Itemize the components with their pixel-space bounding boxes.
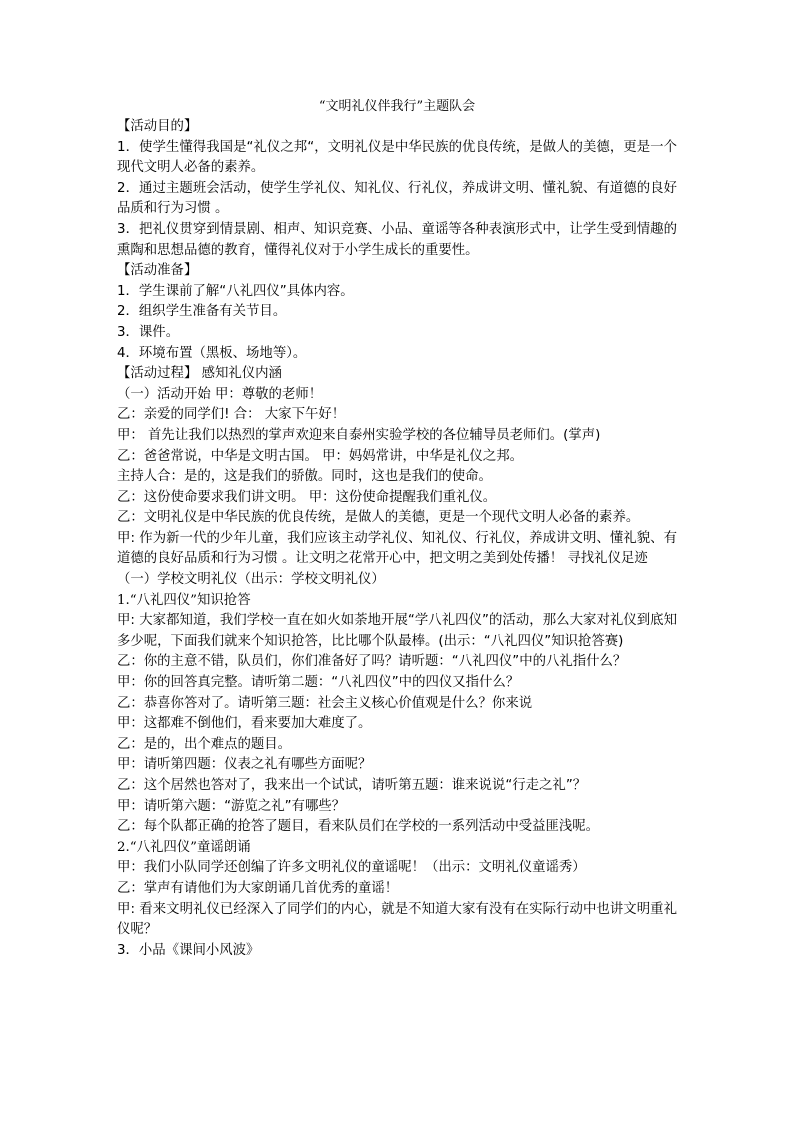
goal-item-1: 1．使学生懂得我国是“礼仪之邦“，文明礼仪是中华民族的优良传统，是做人的美德，更是一个现代文明人必备的素养。 <box>117 139 677 176</box>
dialogue-line: 乙：每个队都正确的抢答了题目，看来队员们在学校的一系列活动中受益匪浅呢。 <box>117 819 600 835</box>
goal-item-2: 2．通过主题班会活动，使学生学礼仪、知礼仪、行礼仪，养成讲文明、懂礼貌、有道德的良好品质和行为习惯 。 <box>117 180 677 217</box>
dialogue-line: 主持人合：是的，这是我们的骄傲。同时，这也是我们的使命。 <box>117 469 492 485</box>
dialogue-line: （一）活动开始 甲：尊敬的老师！ <box>117 386 323 402</box>
dialogue-line: 甲： 首先让我们以热烈的掌声欢迎来自泰州实验学校的各位辅导员老师们。(掌声) <box>117 427 601 443</box>
document-title: “文明礼仪伴我行”主题队会 <box>318 99 476 114</box>
dialogue-line: 乙：恭喜你答对了。请听第三题：社会主义核心价值观是什么？你来说 <box>117 695 533 711</box>
dialogue-line: 甲：我们小队同学还创编了许多文明礼仪的童谣呢！（出示：文明礼仪童谣秀） <box>117 860 586 876</box>
document-page <box>117 97 677 961</box>
dialogue-line: 甲：你的回答真完整。请听第二题：“八礼四仪”中的四仪又指什么？ <box>117 675 520 691</box>
dialogue-line: 乙：你的主意不错，队员们，你们准备好了吗？请听题：“八礼四仪”中的八礼指什么？ <box>117 654 627 670</box>
subsection-title: 2.“八礼四仪”童谣朗诵 <box>117 839 251 855</box>
prep-item-1: 1．学生课前了解“八礼四仪”具体内容。 <box>117 283 354 299</box>
goal-heading: 【活动目的】 <box>117 119 198 134</box>
dialogue-line: 乙：是的，出个难点的题目。 <box>117 736 292 752</box>
dialogue-line: 甲：请听第六题：“游览之礼”有哪些？ <box>117 798 346 814</box>
subsection-title: 3．小品《课间小风波》 <box>117 942 260 958</box>
prep-heading: 【活动准备】 <box>117 263 198 279</box>
dialogue-line: 乙：这份使命要求我们讲文明。 甲：这份使命提醒我们重礼仪。 <box>117 489 497 505</box>
dialogue-line: 乙：文明礼仪是中华民族的优良传统，是做人的美德，更是一个现代文明人必备的素养。 <box>117 510 640 526</box>
dialogue-line: 乙：爸爸常说，中华是文明古国。 甲：妈妈常讲，中华是礼仪之邦。 <box>117 448 523 464</box>
prep-item-4: 4．环境布置（黑板、场地等）。 <box>117 345 307 361</box>
dialogue-paragraph: 甲: 作为新一代的少年儿童，我们应该主动学礼仪、知礼仪、行礼仪，养成讲文明、懂礼貌、有道德的良好品质和行为习惯 。让文明之花常开心中，把文明之美到处传播！ 寻找礼仪足迹 <box>117 530 677 567</box>
dialogue-paragraph: 甲: 大家都知道，我们学校一直在如火如荼地开展“学八礼四仪”的活动，那么大家对礼仪到底知多少呢，下面我们就来个知识抢答，比比哪个队最棒。(出示：“八礼四仪”知识抢答赛) <box>117 613 677 649</box>
prep-item-3: 3．课件。 <box>117 324 180 340</box>
dialogue-line: 乙：掌声有请他们为大家朗诵几首优秀的童谣！ <box>117 880 399 896</box>
dialogue-line: 乙：亲爱的同学们! 合： 大家下午好！ <box>117 407 346 423</box>
dialogue-line: 乙：这个居然也答对了，我来出一个试试，请听第五题：谁来说说“行走之礼”？ <box>117 778 587 793</box>
subsection-heading: （一）学校文明礼仪（出示：学校文明礼仪） <box>117 572 385 588</box>
dialogue-paragraph: 甲: 看来文明礼仪已经深入了同学们的内心，就是不知道大家有没有在实际行动中也讲文明重礼仪呢？ <box>117 901 677 938</box>
process-heading: 【活动过程】 感知礼仪内涵 <box>117 366 282 382</box>
goal-item-3: 3．把礼仪贯穿到情景剧、相声、知识竞赛、小品、童谣等各种表演形式中，让学生受到情趣的熏陶和思想品德的教育，懂得礼仪对于小学生成长的重要性。 <box>117 221 677 258</box>
prep-item-2: 2．组织学生准备有关节目。 <box>117 304 287 320</box>
subsection-title: 1.“八礼四仪”知识抢答 <box>117 592 251 608</box>
dialogue-line: 甲：请听第四题：仪表之礼有哪些方面呢？ <box>117 757 372 773</box>
dialogue-line: 甲：这都难不倒他们，看来要加大难度了。 <box>117 716 372 732</box>
